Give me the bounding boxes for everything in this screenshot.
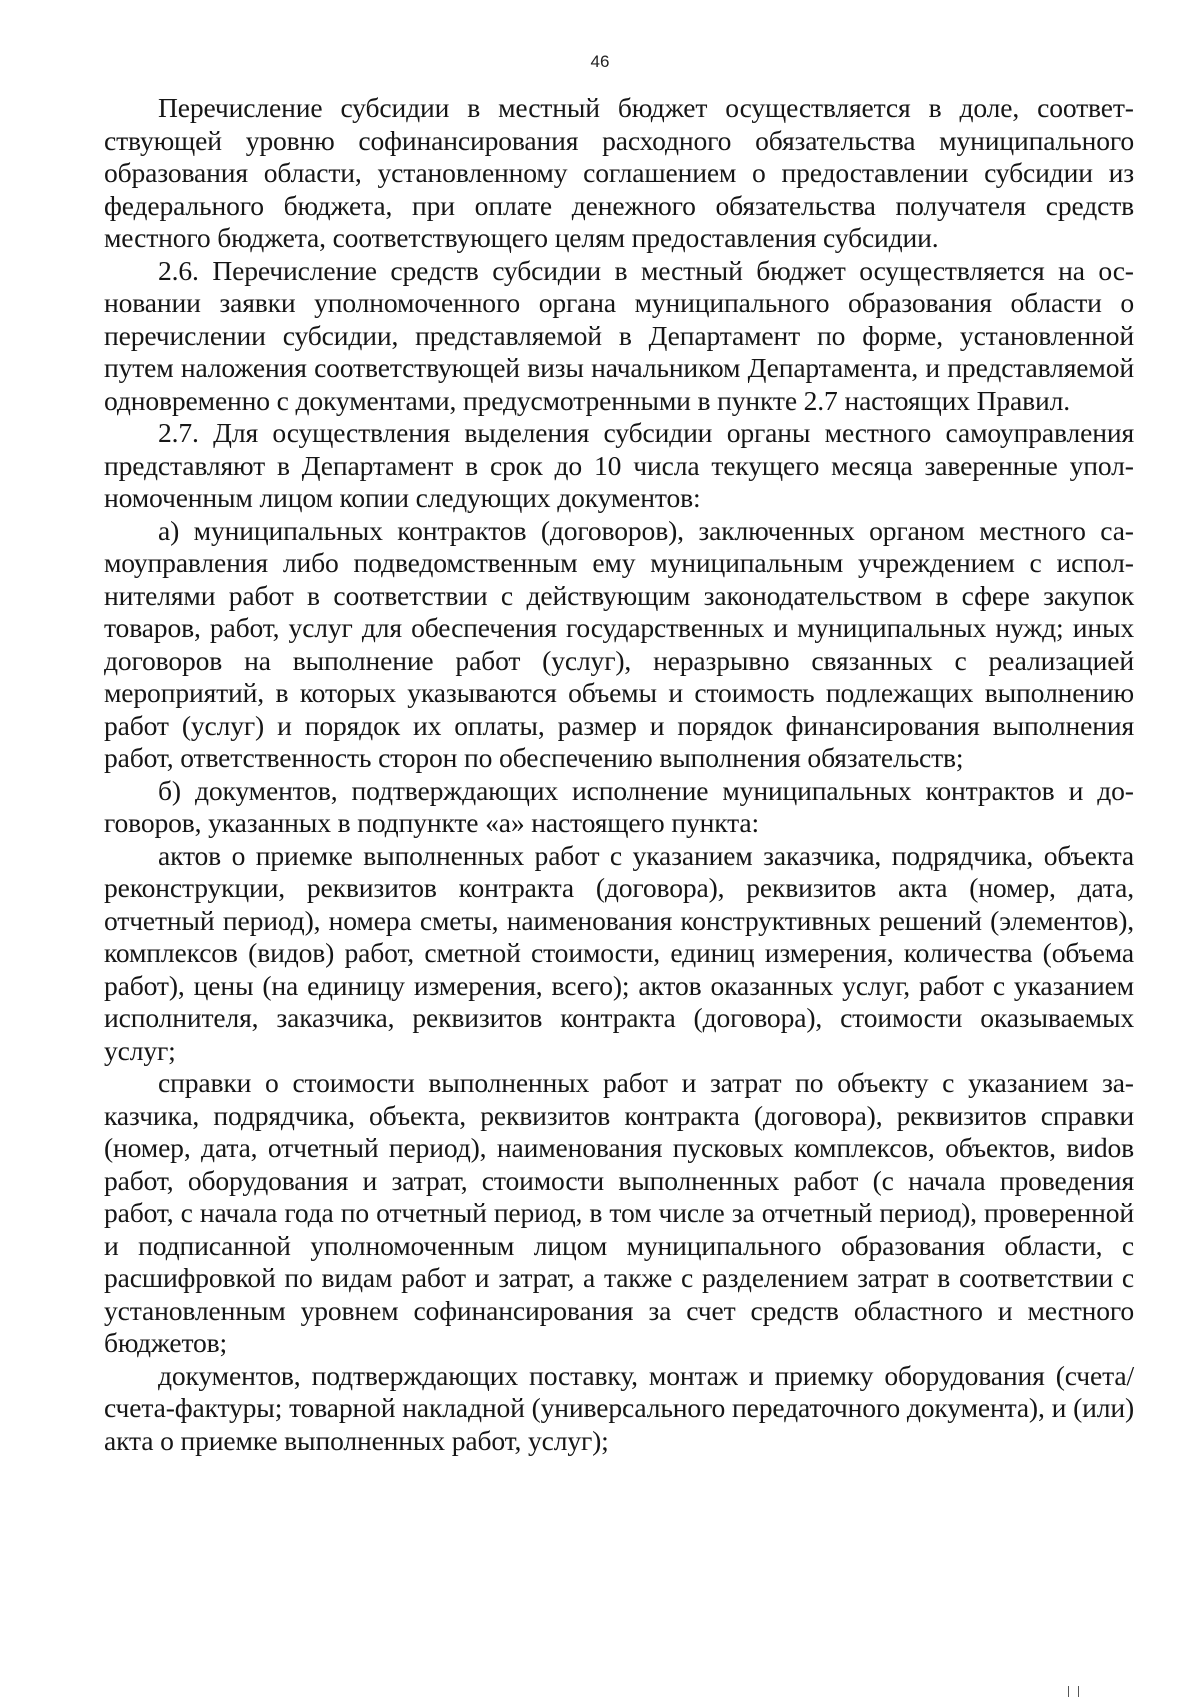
paragraph-acts-of-acceptance: актов о приемке выполненных работ с указанием заказчика, подрядчика, объекта реконструкции, реквизитов контракта (договора), реквизитов акта (номер, дата, отчетный период), номера сметы, наименования конструктивных решений (элементов), комплексов (видов) работ, сметной стоимости, единиц измерения, количества (объема работ), цены (на единицу измерения, всего); актов оказанных услуг, работ с указанием исполнителя, заказчика, реквизитов контракта (договора), стоимости оказываемых услуг;	[104, 839, 1134, 1066]
document-body	[104, 92, 1134, 1457]
scan-edge-marks	[1066, 1686, 1092, 1697]
paragraph-subsidy-transfer: Перечисление субсидии в местный бюджет осуществляется в доле, соответствующей уровню софинансирования расходного обязательства муниципального образования области, установленному соглашением о предоставлении субсидии из федерального бюджета, при оплате денежного обязательства получателя средств местного бюджета, соответствующего целям предоставления субсидии.	[104, 92, 1134, 253]
paragraph-2-7: 2.7. Для осуществления выделения субсидии органы местного самоуправления представляют в Департамент в срок до 10 числа текущего месяца заверенные уполномоченным лицом копии следующих документов:	[104, 417, 1134, 513]
paragraph-cost-certificates: справки о стоимости выполненных работ и затрат по объекту с указанием заказчика, подрядчика, объекта, реквизитов контракта (договора), реквизитов справки (номер, дата, отчетный период), наименования пусковых комплексов, объектов, виdов работ, оборудования и затрат, стоимости выполненных работ (с начала проведения работ, с начала года по отчетный период, в том числе за отчетный период), проверенной и подписанной уполномоченным лицом муниципального образования области, с расшифровкой по видам работ и затрат, а также с разделением затрат в соответствии с установленным уровнем софинансирования за счет средств областного и местного бюджетов;	[104, 1067, 1134, 1358]
page-number: 46	[590, 52, 610, 71]
paragraph-2-7-b: б) документов, подтверждающих исполнение муниципальных контрактов и договоров, указанных в подпункте «а» настоящего пункта:	[104, 774, 1134, 838]
paragraph-2-7-a: а) муниципальных контрактов (договоров), заключенных органом местного самоуправления либо подведомственным ему муниципальным учреждением с исполнителями работ в соответствии с действующим законодательством в сфере закупок товаров, работ, услуг для обеспечения государственных и муниципальных нужд; иных договоров на выполнение работ (услуг), неразрывно связанных с реализацией мероприятий, в которых указываются объемы и стоимость подлежащих выполнению работ (услуг) и порядок их оплаты, размер и порядок финансирования выполнения работ, ответственность сторон по обеспечению выполнения обязательств;	[104, 514, 1134, 773]
paragraph-equipment-documents: документов, подтверждающих поставку, монтаж и приемку оборудования (счета/счета-фактуры; товарной накладной (универсального передаточного документа), и (или) акта о приемке выполненных работ, услуг);	[104, 1359, 1134, 1456]
paragraph-2-6: 2.6. Перечисление средств субсидии в местный бюджет осуществляется на основании заявки уполномоченного органа муниципального образования области о перечислении субсидии, представляемой в Департамент по форме, установленной путем наложения соответствующей визы начальником Департамента, и представляемой одновременно с документами, предусмотренными в пункте 2.7 настоящих Правил.	[104, 254, 1134, 416]
